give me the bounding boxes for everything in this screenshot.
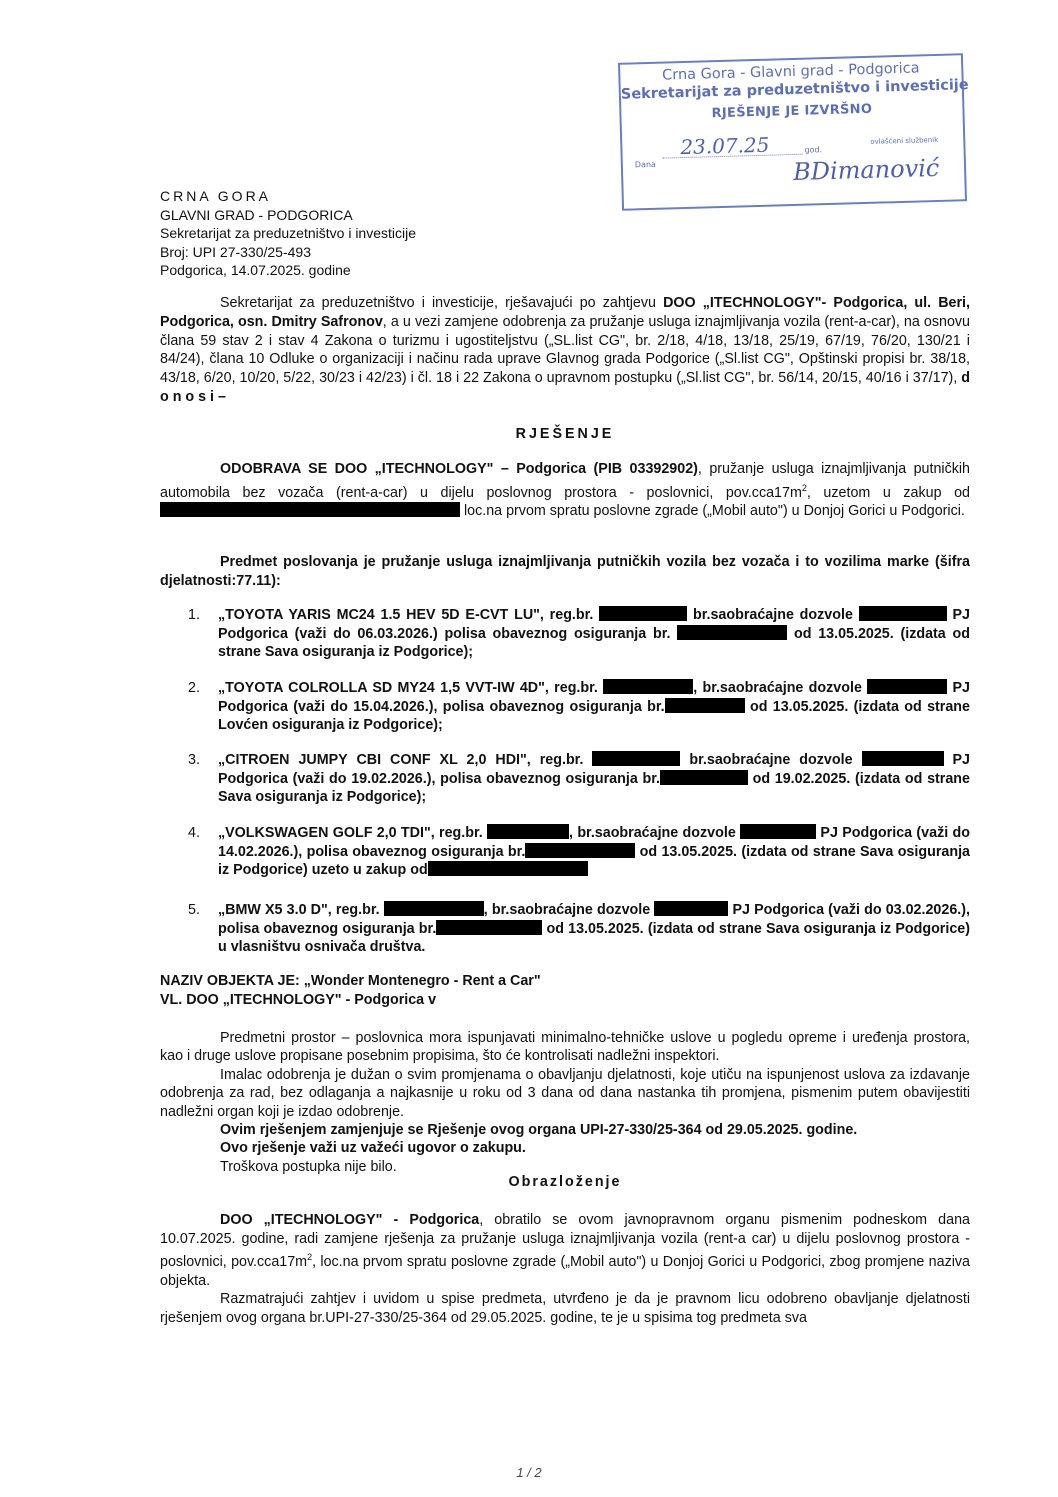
header-country: CRNA GORA bbox=[160, 188, 272, 204]
vehicle-text-c: PJ Podgorica (važi do 14.02.2026.), polisa obaveznog osiguranja br. bbox=[218, 825, 970, 860]
conditions-p3: Ovim rješenjem zamjenjuje se Rješenje ovog organa UPI-27-330/25-364 od 29.05.2025. godine. bbox=[220, 1122, 858, 1139]
header-case-number: Broj: UPI 27-330/25-493 bbox=[160, 243, 311, 260]
redacted-block bbox=[603, 679, 693, 694]
vehicle-text-b: , br.saobraćajne dozvole bbox=[483, 902, 651, 918]
vehicle-item bbox=[160, 679, 970, 735]
redacted-block bbox=[599, 606, 687, 621]
intro-applicant: DOO „ITECHNOLOGY"- Podgorica, ul. Beri, Podgorica, osn. Dmitry Safronov bbox=[160, 295, 970, 330]
stamp-god-label: god. bbox=[804, 145, 823, 155]
decision-text-d: loc.na prvom spratu poslovne zgrade („Mobil auto") u Donjoj Gorici u Podgorici. bbox=[460, 503, 965, 520]
vehicle-model: „TOYOTA COLROLLA SD MY24 1,5 VVT-IW 4D", reg.br. bbox=[218, 680, 598, 696]
reasoning-block bbox=[160, 1211, 970, 1327]
redacted-block bbox=[160, 502, 460, 517]
stamp-line-3: RJEŠENJE JE IZVRŠNO bbox=[711, 101, 873, 122]
redacted-block bbox=[525, 843, 635, 858]
vehicle-text-d: od 13.05.2025. (izdata od strane Sava osiguranja iz Podgorice); bbox=[218, 625, 970, 661]
reasoning-applicant: DOO „ITECHNOLOGY" - Podgorica bbox=[220, 1212, 480, 1228]
redacted-block bbox=[665, 698, 745, 713]
stamp-line-1: Crna Gora - Glavni grad - Podgorica bbox=[661, 60, 920, 84]
subject-text: Predmet poslovanja je pružanje usluga iznajmljivanja putničkih vozila bez vozača i to vozilima marke (šifra djelatnosti:77.11): bbox=[160, 554, 970, 589]
vehicle-number: 5. bbox=[188, 902, 200, 918]
vehicle-text-b: br.saobraćajne dozvole bbox=[687, 607, 853, 623]
vehicle-item bbox=[160, 606, 970, 662]
intro-text-c: , a u vezi zamjene odobrenja za pružanje usluga iznajmljivanja vozila (rent-a-car), na osnovu člana 59 stav 2 i stav 4 Zakona o turizmu i ugostiteljstvu („SL.list CG", br. 2/18, 4/18, 13/18, 25/19, 67/19, 76/20, 130/21 i 84/24), člana 10 Odluke o organizaciji i načinu rada uprave Glavnog grada Podgorice („Sl.list CG", Opštinski propisi br. 38/18, 43/18, 6/20, 10/20, 5/22, 30/23 i 42/23) i čl. 18 i 22 Zakona o upravnom postupku („Sl.list CG", br. 56/14, 20/15, 40/16 i 37/17), bbox=[160, 313, 971, 387]
redacted-block bbox=[740, 824, 816, 839]
intro-donosi: d o n o s i – bbox=[160, 370, 970, 405]
vehicle-item bbox=[160, 751, 970, 807]
vehicle-number: 2. bbox=[188, 680, 200, 696]
document-header bbox=[160, 187, 416, 280]
vehicle-text-c: PJ Podgorica (važi do 19.02.2026.), polisa obaveznog osiguranja br. bbox=[218, 752, 970, 787]
decision-text-b: , pružanje usluga iznajmljivanja putničkih automobila bez vozača (rent-a-car) u dijelu poslovnog prostora - poslovnici, pov.cca17m bbox=[160, 461, 970, 501]
vehicle-number: 1. bbox=[188, 607, 200, 623]
reasoning-sup: 2 bbox=[307, 1252, 313, 1263]
reasoning-title: Obrazloženje bbox=[508, 1174, 622, 1190]
vehicle-text-d: od 13.05.2025. (izdata od strane Sava osiguranja iz Podgorice) uzeto u zakup od bbox=[218, 843, 970, 879]
conditions-p1: Predmetni prostor – poslovnica mora ispunjavati minimalno-tehničke uslove u pogledu opreme i uređenja prostora, kao i druge uslove propisane posebnim propisima, što će kontrolisati nadležni inspektori. bbox=[160, 1030, 970, 1065]
page-number: 1 / 2 bbox=[516, 1465, 542, 1480]
vehicle-item bbox=[160, 901, 970, 957]
redacted-block bbox=[660, 770, 748, 785]
vehicle-text-d: od 13.05.2025. (izdata od strane Lovćen osiguranja iz Podgorice); bbox=[218, 698, 970, 734]
reasoning-text-b: , obratilo se ovom javnopravnom organu pismenim podneskom dana 10.07.2025. godine, radi zamjene rješenja za pružanje usluga iznajmljivanja vozila (rent-a car) u dijelu poslovnog prostora - poslovnici, pov.cca17m bbox=[160, 1212, 970, 1270]
vehicle-text-b: , br.saobraćajne dozvole bbox=[693, 680, 862, 696]
vehicle-number: 3. bbox=[188, 752, 200, 768]
conditions-p2: Imalac odobrenja je dužan o svim promjenama o obavljanju djelatnosti, koje utiču na ispunjenost uslova za izdavanje odobrenja za rad, bez odlaganja a najkasnije u roku od 3 dana od dana nastanka tih promjena, pismenim putem obavijestiti nadležni organ koji je izdao odobrenje. bbox=[160, 1066, 970, 1120]
vehicle-text-b: br.saobraćajne dozvole bbox=[680, 752, 853, 768]
stamp-handwritten-date: 23.07.25 bbox=[680, 132, 770, 160]
reasoning-p2: Razmatrajući zahtjev i uvidom u spise predmeta, utvrđeno je da je pravnom licu odobreno obavljanje djelatnosti rješenjem ovog organa br.UPI-27-330/25-364 od 29.05.2025. godine, te je u spisima tog predmeta sva bbox=[160, 1291, 970, 1326]
redacted-block bbox=[677, 625, 787, 640]
redacted-block bbox=[384, 901, 484, 916]
header-date: Podgorica, 14.07.2025. godine bbox=[160, 262, 351, 278]
conditions-p5: Troškova postupka nije bilo. bbox=[220, 1158, 397, 1175]
vehicle-model: „VOLKSWAGEN GOLF 2,0 TDI", reg.br. bbox=[218, 825, 483, 841]
official-stamp bbox=[618, 53, 967, 211]
vehicle-text-d: od 19.02.2025. (izdata od strane Sava osiguranja iz Podgorice); bbox=[218, 770, 970, 806]
decision-paragraph bbox=[160, 460, 970, 521]
vehicle-text-b: , br.saobraćajne dozvole bbox=[569, 825, 736, 841]
vehicle-model: „CITROEN JUMPY CBI CONF XL 2,0 HDI", reg.br. bbox=[218, 752, 584, 768]
stamp-dana-label: Dana bbox=[634, 159, 657, 170]
redacted-block bbox=[592, 751, 680, 766]
subject-paragraph bbox=[160, 553, 970, 591]
reasoning-text-c: , loc.na prvom spratu poslovne zgrade („Mobil auto") u Donjoj Gorici u Podgorici, zbog promjene naziva objekta. bbox=[160, 1253, 970, 1289]
redacted-block bbox=[487, 824, 569, 839]
object-owner: VL. DOO „ITECHNOLOGY" - Podgorica v bbox=[160, 991, 437, 1008]
vehicle-text-d: od 13.05.2025. (izdata od strane Sava osiguranja iz Podgorice) u vlasništvu osnivača društva. bbox=[218, 920, 971, 956]
header-city: GLAVNI GRAD - PODGORICA bbox=[160, 206, 353, 223]
object-name-block bbox=[160, 972, 970, 1010]
vehicle-model: „TOYOTA YARIS MC24 1.5 HEV 5D E-CVT LU", reg.br. bbox=[218, 607, 594, 623]
header-secretariat: Sekretarijat za preduzetništvo i investicije bbox=[160, 225, 417, 241]
vehicle-text-c: PJ Podgorica (važi do 15.04.2026.), polisa obaveznog osiguranja br. bbox=[218, 680, 970, 715]
redacted-block bbox=[428, 861, 588, 876]
decision-title: RJEŠENJE bbox=[515, 426, 615, 442]
redacted-block bbox=[859, 606, 947, 621]
vehicle-text-c: PJ Podgorica (važi do 06.03.2026.) polisa obaveznog osiguranja br. bbox=[218, 607, 970, 642]
stamp-signature: BDimanović bbox=[792, 153, 940, 186]
vehicle-model: „BMW X5 3.0 D", reg.br. bbox=[218, 902, 380, 918]
vehicle-text-c: PJ Podgorica (važi do 03.02.2026.), polisa obaveznog osiguranja br. bbox=[218, 902, 970, 937]
intro-paragraph bbox=[160, 294, 970, 407]
decision-sup: 2 bbox=[801, 482, 807, 493]
intro-text-a: Sekretarijat za preduzetništvo i investicije, rješavajući po zahtjevu bbox=[220, 295, 664, 311]
conditions-p4: Ovo rješenje važi uz važeći ugovor o zakupu. bbox=[220, 1140, 526, 1157]
vehicle-item bbox=[160, 824, 970, 880]
vehicle-number: 4. bbox=[188, 825, 200, 841]
redacted-block bbox=[654, 901, 728, 916]
stamp-official-label: ovlašćeni službenik bbox=[870, 135, 939, 146]
decision-approval: ODOBRAVA SE DOO „ITECHNOLOGY" – Podgorica (PIB 03392902) bbox=[220, 461, 698, 477]
decision-text-c: , uzetom u zakup od bbox=[806, 484, 970, 501]
conditions-block bbox=[160, 1029, 970, 1176]
redacted-block bbox=[436, 920, 542, 935]
stamp-line-2: Sekretarijat za preduzetništvo i investicije bbox=[620, 77, 969, 103]
redacted-block bbox=[862, 751, 944, 766]
object-name: NAZIV OBJEKTA JE: „Wonder Montenegro - Rent a Car" bbox=[160, 973, 541, 989]
redacted-block bbox=[867, 679, 947, 694]
